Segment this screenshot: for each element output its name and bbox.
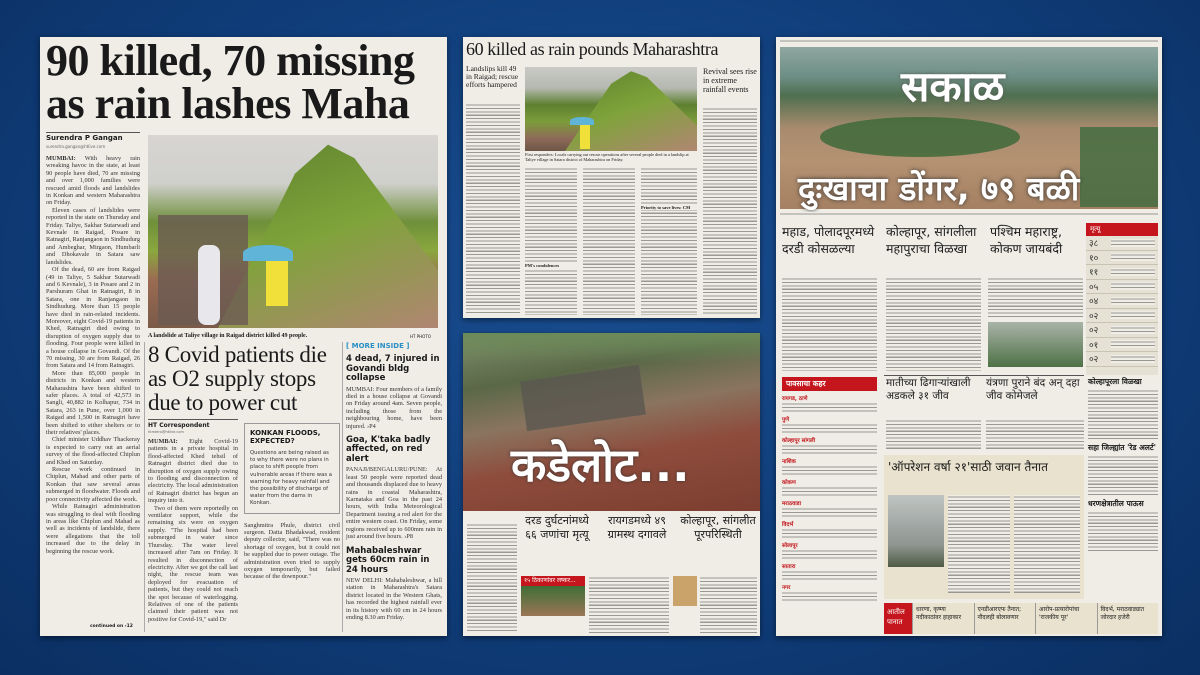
ht-clipping [40, 37, 447, 636]
sakal-text [886, 419, 981, 451]
death-count-row [1086, 265, 1158, 280]
side-head: कोल्हापूरला विळखा [1088, 377, 1142, 386]
sakal-text [988, 277, 1083, 319]
toi-left-deck: Landslips kill 49 in Raigad; rescue efforts hampered [466, 64, 519, 89]
lokmat-left-text [467, 523, 517, 633]
operation-box [884, 455, 1084, 599]
inside-item[interactable]: एनडीआरएफ तैनात; नौदलही बोलावणार [974, 603, 1036, 634]
region-name: रायगड, ठाणे [782, 396, 808, 402]
covid-story [148, 343, 340, 632]
sakal-subhead-1: महाड, पोलादपूरमध्ये दरडी कोसळल्या [782, 224, 875, 256]
sakal-small-photo [988, 322, 1083, 367]
continued-note: continued on ›12 [90, 624, 133, 629]
inside-items [912, 603, 1158, 634]
headline-line-1: 90 killed, 70 missing [46, 36, 415, 85]
deaths-list [1086, 236, 1158, 367]
region-name: विदर्भ [782, 522, 794, 528]
brief-title: 4 dead, 7 injured in Govandi bldg collapse [346, 354, 440, 383]
paragraph: While Ratnagiri administration was struggling to deal with flooding in areas like Chiplun and Mahad as well as incidents of landslide, there were allegations that the toll increased due to the delay in beginning the rescue work. [46, 503, 140, 555]
toi-photo-caption: First responders: Locals carrying out rescue operations after several people died in a landslip at Taliye village in Satara district of Maharashtra on Friday. [525, 152, 689, 162]
death-count-row [1086, 338, 1158, 353]
toi-right-deck: Revival sees rise in extreme rainfall events [703, 67, 757, 94]
region-item [782, 457, 877, 475]
lokmat-right-text [700, 576, 757, 634]
region-name: पुणे [782, 417, 790, 423]
photo-caption: A landslide at Taliye village in Raigad district killed 49 people. [148, 333, 308, 339]
ht-headline [46, 36, 446, 128]
lokmat-photo-label: १५ ठिकाणांवर लष्कर... [521, 576, 585, 586]
paragraph: Of the dead, 60 are from Raigad (49 in Taliye, 5 Sakhar Sutarwadi and 6 Kevnale), 3 in Posare and 2 in Parshuram Ghat in Ratnagiri, 8 in Satara, one in Ranjangaon in Sindhudurg. More than 15 people have died in rain-related incidents. Moreover, eight Covid-19 patients in Khed, Ratnagiri died owing to disruption of oxygen supply due to flooding. Four people were killed in a house collapse in Govandi. Of the 70 missing, 30 are from Raigad, 26 from Satara and 14 from Ratnagiri. [46, 266, 140, 370]
right-column [1088, 377, 1158, 601]
death-count: ०५ [1089, 282, 1099, 293]
portrait-photo [673, 576, 697, 606]
side-head: धरणक्षेत्रातील पाऊस [1088, 499, 1144, 508]
toi-subhead: Priority to save lives: CM [641, 205, 697, 210]
death-count-row [1086, 236, 1158, 251]
death-count: ३८ [1089, 239, 1099, 250]
region-name: नगर [782, 585, 791, 591]
flood-photo [521, 586, 585, 616]
box-title: KONKAN FLOODS, EXPECTED? [250, 429, 321, 445]
region-name: नाशिक [782, 459, 796, 465]
region-item [782, 478, 877, 496]
sakal-masthead: सकाळ [901, 62, 1005, 111]
death-count: १० [1089, 253, 1099, 264]
sakal-headline: दुःखाचा डोंगर, ७९ बळी [798, 169, 1080, 208]
brief-text: MUMBAI: Four members of a family died in a house collapse at Govandi on Friday around 4am. Seven people, including those from the neighbouring home, have been injured. ›P4 [346, 385, 442, 430]
covid-column-1 [148, 438, 238, 632]
sakal-clipping [776, 37, 1162, 636]
sakal-intro-strip [780, 212, 1158, 217]
toi-headline: 60 killed as rain pounds Maharashtra [466, 39, 719, 59]
inside-item[interactable]: आरोप-प्रत्यारोपांचा 'राजकीय पूर' [1035, 603, 1097, 634]
death-count: ११ [1089, 268, 1099, 279]
deaths-title: मृत्यू [1086, 223, 1158, 236]
lokmat-headline-3: कोल्हापूर, सांगलीत पूरपरिस्थिती [680, 514, 756, 541]
toi-photo [525, 67, 697, 151]
brief-text: PANAJI/BENGALURU/PUNE: At least 50 people were reported dead and thousands displaced due to heavy rains in coastal Maharashtra, Karnataka and Goa in the past 24 hours, with India Meteorological Department issuing a red alert for the entire western coast. On Friday, some regions received up to 600mm rain in just around five hours. ›P8 [346, 466, 442, 541]
toi-subhead: PM's condolences [525, 263, 577, 268]
headline-line-2: as rain lashes Maha [46, 79, 410, 128]
death-count: ०१ [1089, 340, 1099, 351]
ht-byline-email: surendra.gangan@htlive.com [46, 144, 106, 149]
helicopter-photo [888, 495, 944, 567]
toi-right-text [703, 107, 757, 315]
lokmat-banner: कडेलोट... [511, 438, 690, 492]
paragraph: Chief minister Uddhav Thackeray is expected to carry out an aerial survey of the flood-affected Chiplun and Khed on Saturday. [46, 436, 140, 466]
inside-pages-strip [884, 603, 1158, 634]
inside-item[interactable]: धारणा, कृष्णा नदीकाठांवर हाहाकार [912, 603, 974, 634]
death-count: ०२ [1089, 311, 1099, 322]
ht-byline: Surendra P Gangan [46, 134, 123, 142]
lokmat-clipping [463, 333, 760, 636]
region-item [782, 415, 877, 433]
covid-email: htmetro@htlive.com [148, 430, 184, 434]
konkan-floods-box [244, 423, 340, 514]
photo-credit: HT PHOTO [410, 334, 431, 339]
death-count-row [1086, 352, 1158, 367]
dateline: MUMBAI: [148, 438, 178, 445]
dateline: MUMBAI: [46, 155, 76, 162]
more-inside-label: [ MORE INSIDE ] [346, 342, 410, 350]
brief-title: Mahabaleshwar gets 60cm rain in 24 hours [346, 545, 430, 575]
lead-paragraph: With heavy rain wreaking havoc in the state, at least 90 people have died, 70 are missing and over 1,000 families were rescued amid floods and landslides in Konkan and western Maharashtra on Friday. [46, 155, 141, 207]
covid-left-column [148, 419, 238, 632]
brief-title: Goa, K'taka badly affected, on red alert [346, 434, 431, 464]
paragraph: Eleven cases of landslides were reported in the state on Thursday and Friday. Taliye, Sakhar Sutarwadi and Kevnale in Raigad, Posare in Ratnagiri, Ranjangaon in Sindhudurg and Ambeghar, Mirgaon, Humbarli and Dhokavale in Satara saw landslides. [46, 206, 140, 266]
rain-havoc-box [782, 377, 877, 633]
covid-byline: HT Correspondent [148, 422, 210, 429]
operation-headline: 'ऑपरेशन वर्षा २१'साठी जवान तैनात [888, 460, 1048, 474]
sakal-text [986, 419, 1084, 451]
side-head: सहा जिल्ह्यांत 'रेड अलर्ट' [1088, 443, 1156, 452]
region-item [782, 520, 877, 538]
lokmat-headline-2: रायगडमध्ये ४९ ग्रामस्थ दगावले [607, 514, 667, 541]
sakal-text [782, 277, 877, 371]
death-count: ०४ [1089, 297, 1099, 308]
region-item [782, 541, 877, 559]
sakal-top-strip [780, 39, 1158, 44]
paragraph: Two of them were reportedly on ventilator support, while the remaining six were on oxygen supply. "The hospital had been submerged in water since Thursday. The water level increased after 7am on Friday. It resulted in disconnection of electricity. After we got the call last night, the rescue team was deployed for evacuation of patients, but they could not reach the spot because of waterlogging. Relatives of one of the patients claimed their patient was not positive for Covid-19," said Dr [148, 504, 238, 623]
inside-item[interactable]: विदर्भ, मराठवाड्यात जोरदार हजेरी [1097, 603, 1159, 634]
toi-body-col [641, 167, 697, 315]
sakal-subhead-3: पश्चिम महाराष्ट्र, कोकण जायबंदी [990, 224, 1063, 256]
toi-body-col [525, 167, 577, 315]
death-count: ०२ [1089, 326, 1099, 337]
mid-headline-2: यंत्रणा पुराने बंद अन् दहा जीव कोमेजले [986, 377, 1080, 402]
region-name: कोल्हापूर सांगली [782, 438, 816, 444]
more-inside-column [346, 342, 442, 622]
death-count-row [1086, 280, 1158, 295]
box-text: Questions are being raised as to why there were no plans in place to shift people from vulnerable areas if there was a warning for heavy rainfall and the possibility of discharge of water from the dams in Konkan. [250, 450, 333, 507]
region-list [782, 394, 877, 601]
region-item [782, 394, 877, 412]
death-count-row [1086, 323, 1158, 338]
sakal-subhead-2: कोल्हापूर, सांगलीला महापुराचा विळखा [886, 224, 977, 256]
region-item [782, 583, 877, 601]
toi-left-text [466, 103, 520, 315]
region-name: कोकण [782, 480, 796, 486]
toi-clipping [463, 37, 760, 318]
paragraph: More than 85,000 people in districts in Konkan and western Maharashtra have been shifted to safer places. A total of 42,573 in Sangli, 40,882 in Kolhapur, 734 in Satara, 263 in Pune, over 1,000 in Raigad and 1,500 in Ratnagiri have been shifted to either shelters or to their relatives' places. [46, 369, 140, 437]
death-count-row [1086, 251, 1158, 266]
covid-headline: 8 Covid patients die as O2 supply stops due to power cut [148, 342, 327, 415]
paragraph: Eight Covid-19 patients in a private hospital in flood-affected Khed tehsil of Ratnagiri district died due to disruption of oxygen supply owing to flooding and disconnection of electricity. The local administration of Ratnagiri district has begun an inquiry into it. [148, 438, 238, 505]
covid-right-column [244, 419, 340, 632]
death-count: ०२ [1089, 355, 1099, 366]
brief-text: NEW DELHI: Mahabaleshwar, a hill station in Maharashtra's Satara district located in the Western Ghats, has recorded the highest rainfall ever in its history with 60 cm in 24 hours ending 8.30 am Friday. [346, 577, 442, 622]
region-name: सोलापूर [782, 543, 798, 549]
region-item [782, 436, 877, 454]
region-name: मराठवाडा [782, 501, 802, 507]
lokmat-headline-1: दरड दुर्घटनांमध्ये ६६ जणांचा मृत्यू [525, 514, 589, 541]
deaths-sidebar [1086, 223, 1158, 375]
region-item [782, 562, 877, 580]
toi-body-col [583, 167, 635, 315]
death-count-row [1086, 294, 1158, 309]
ht-lead-column [46, 155, 140, 621]
region-name: सातारा [782, 564, 796, 570]
rain-havoc-title: पावसाचा कहर [782, 377, 877, 391]
death-count-row [1086, 309, 1158, 324]
lokmat-mid-text [589, 576, 669, 634]
sakal-text [886, 277, 981, 371]
region-item [782, 499, 877, 517]
paragraph: Rescue work continued in Chiplun, Mahad and other parts of Konkan that saw several areas submerged in floodwater. Floods and poor connectivity affected the work. [46, 466, 140, 503]
inside-label: आतील पानात [884, 603, 912, 634]
landslide-photo [148, 135, 438, 328]
mid-headline-1: मातीच्या ढिगाऱ्यांखाली अडकले ३१ जीव [886, 377, 971, 402]
covid-column-2: Sanghmitra Phule, district civil surgeon. Datta Bhadakwad, resident deputy collector, said, "There was no shortage of oxygen, but it could not be supplied due to power outage. The administration even tried to supply oxygen temporarily, but failed because of the downpour." [244, 521, 340, 581]
